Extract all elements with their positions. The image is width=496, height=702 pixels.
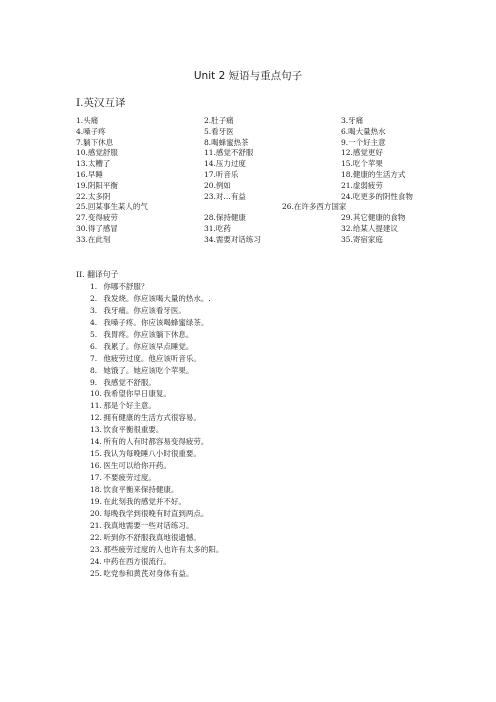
- vocab-item: 28.保持健康: [204, 213, 246, 223]
- sentence-number: 12.: [90, 413, 102, 423]
- vocab-row: [76, 137, 456, 148]
- vocab-item: 5.看牙医: [204, 126, 234, 136]
- vocab-grid: [76, 115, 456, 245]
- sentence-number: 11.: [90, 401, 102, 411]
- vocab-item: 33.在此刻: [76, 234, 111, 244]
- sentence-text: 听到你不舒服我真地很遗憾。: [103, 532, 201, 542]
- vocab-item: 26.在许多西方国家: [282, 202, 347, 212]
- vocab-row: [76, 115, 456, 126]
- vocab-item: 3.牙痛: [341, 116, 364, 125]
- vocab-item: 12.感觉更好: [341, 148, 383, 158]
- sentence-number: 14.: [90, 437, 102, 447]
- sentence-number: 13.: [90, 425, 102, 435]
- vocab-item: 14.压力过度: [204, 159, 246, 169]
- sentence-item: [90, 353, 223, 365]
- sentence-text: 你哪不舒服？: [103, 282, 149, 291]
- sentence-text: 每晚我学到很晚有时直到两点。: [103, 508, 209, 518]
- sentence-text: 那些疲劳过度的人也许有太多的阳。: [103, 544, 224, 554]
- vocab-item: 23.对…有益: [204, 191, 246, 201]
- vocab-item: 25.回某事生某人的气: [76, 202, 148, 212]
- sentence-number: 23.: [90, 544, 102, 554]
- sentence-text: 她饿了。她应该吃个苹果。: [103, 365, 194, 375]
- sentence-number: 19.: [90, 496, 102, 506]
- sentence-item: [90, 508, 223, 520]
- sentence-text: 不要疲劳过度。: [103, 473, 156, 482]
- vocab-item: 19.阴阳平衡: [76, 180, 118, 190]
- sentence-number: 4.: [90, 317, 98, 327]
- sentence-item: [90, 448, 223, 460]
- page-title: Unit 2 短语与重点句子: [193, 70, 303, 82]
- vocab-item: 17.听音乐: [204, 169, 239, 179]
- vocab-item: 9.一个好主意: [341, 137, 386, 147]
- sentence-item: [90, 484, 223, 496]
- sentence-item: [90, 568, 223, 580]
- sentence-number: 18.: [90, 484, 102, 494]
- sentence-text: 在此刻我的感觉并不好。: [103, 496, 186, 506]
- sentence-item: [90, 424, 223, 436]
- sentence-number: 22.: [90, 532, 102, 542]
- vocab-row: [76, 191, 456, 202]
- sentence-text: 医生可以给你开药。: [103, 461, 171, 471]
- vocab-row: [76, 169, 456, 180]
- vocab-item: 10.感觉舒服: [76, 148, 118, 158]
- vocab-item: 35.寄宿家庭: [341, 234, 383, 244]
- sentence-number: 24.: [90, 556, 102, 566]
- sentence-text: 饮食平衡来保持健康。: [103, 484, 179, 494]
- sentence-item: [90, 329, 223, 341]
- sentence-number: 6.: [90, 341, 98, 351]
- vocab-item: 15.吃个苹果: [341, 159, 383, 169]
- vocab-item: 20.例如: [204, 180, 231, 190]
- vocab-item: 7.躺下休息: [76, 137, 114, 147]
- vocab-item: 24.吃更多的阴性食物: [341, 191, 413, 201]
- vocab-item: 27.变得疲劳: [76, 213, 118, 223]
- sentence-number: 25.: [90, 568, 102, 578]
- sentence-item: [90, 365, 223, 377]
- vocab-row: [76, 158, 456, 169]
- vocab-item: 8.喝蜂蜜热茶: [204, 137, 249, 147]
- sentence-text: 吃党参和黄芪对身体有益。: [103, 568, 194, 578]
- sentence-item: [90, 460, 223, 472]
- sentence-number: 8.: [90, 365, 98, 375]
- sentence-text: 他疲劳过度。他应该听音乐。: [103, 353, 201, 363]
- vocab-item: 6.喝大量热水: [341, 126, 386, 136]
- sentence-number: 20.: [90, 508, 102, 518]
- vocab-row: [76, 212, 456, 223]
- sentence-item: [90, 520, 223, 532]
- sentence-number: 15.: [90, 449, 102, 459]
- sentence-text: 饮食平衡很重要。: [103, 425, 164, 435]
- sentence-item: [90, 472, 223, 484]
- sentence-text: 我胃疼。你应该躺下休息。: [103, 329, 194, 339]
- vocab-item: 22.太多阴: [76, 191, 111, 201]
- sentence-number: 10.: [90, 389, 102, 399]
- section-heading-sentences: II. 翻译句子: [76, 270, 119, 279]
- sentence-number: 16.: [90, 461, 102, 471]
- sentence-item: [90, 532, 223, 544]
- sentence-text: 我累了。你应该早点睡觉。: [103, 341, 194, 351]
- vocab-item: 34.需要对话练习: [204, 234, 261, 244]
- sentence-number: 7.: [90, 353, 98, 363]
- vocab-item: 31.吃药: [204, 223, 231, 233]
- section-heading-translation: Ⅰ.英汉互译: [76, 97, 126, 109]
- vocab-item: 29.其它健康的食物: [341, 213, 406, 223]
- sentence-number: 2.: [90, 293, 98, 303]
- sentence-text: 所有的人有时都容易变得疲劳。: [103, 437, 209, 447]
- sentence-text: 我嗓子疼。你应该喝蜂蜜绿茶。: [103, 317, 209, 327]
- sentence-number: 21.: [90, 520, 102, 530]
- vocab-item: 21.虚弱疲劳: [341, 180, 383, 190]
- vocab-row: [76, 201, 456, 212]
- sentence-number: 3.: [90, 305, 98, 315]
- vocab-item: 30.得了感冒: [76, 223, 118, 233]
- sentence-text: 拥有健康的生活方式很容易。: [103, 413, 201, 423]
- sentence-item: [90, 293, 223, 305]
- sentence-item: [90, 388, 223, 400]
- sentence-item: [90, 400, 223, 412]
- vocab-item: 2.肚子痛: [204, 116, 234, 125]
- sentence-number: 1.: [90, 282, 98, 291]
- sentence-number: 5.: [90, 329, 98, 339]
- vocab-row: [76, 180, 456, 191]
- sentence-item: [90, 496, 223, 508]
- sentence-text: 我真地需要一些对话练习。: [103, 520, 194, 530]
- sentence-text: 我牙痛。你应该看牙医。: [103, 305, 186, 315]
- sentence-item: [90, 377, 223, 389]
- sentence-item: [90, 281, 223, 293]
- vocab-row: [76, 234, 456, 245]
- sentence-text: 中药在西方很流行。: [103, 556, 171, 566]
- vocab-item: 32.给某人提建议: [341, 223, 398, 233]
- vocab-row: [76, 147, 456, 158]
- sentence-list: [90, 281, 223, 579]
- sentence-item: [90, 305, 223, 317]
- sentence-text: 我希望你早日康复。: [103, 389, 171, 399]
- vocab-row: [76, 223, 456, 234]
- sentence-number: 17.: [90, 473, 102, 482]
- sentence-item: [90, 544, 223, 556]
- sentence-text: 我认为每晚睡八小时很重要。: [103, 449, 201, 459]
- vocab-item: 16.早睡: [76, 169, 103, 179]
- vocab-item: 11.感觉不舒服: [204, 148, 254, 158]
- sentence-number: 9.: [90, 377, 98, 387]
- sentence-item: [90, 436, 223, 448]
- sentence-item: [90, 317, 223, 329]
- vocab-item: 13.太糟了: [76, 159, 111, 169]
- sentence-text: 我发烧。你应该喝大量的热水。.: [103, 293, 211, 303]
- vocab-item: 18.健康的生活方式: [341, 169, 406, 179]
- sentence-text: 那是个好主意。: [103, 401, 156, 411]
- vocab-row: [76, 126, 456, 137]
- vocab-item: 4.嗓子疼: [76, 126, 106, 136]
- sentence-item: [90, 412, 223, 424]
- sentence-text: 我感觉不舒服。: [103, 377, 156, 387]
- sentence-item: [90, 341, 223, 353]
- vocab-item: 1.头痛: [76, 116, 99, 125]
- sentence-item: [90, 556, 223, 568]
